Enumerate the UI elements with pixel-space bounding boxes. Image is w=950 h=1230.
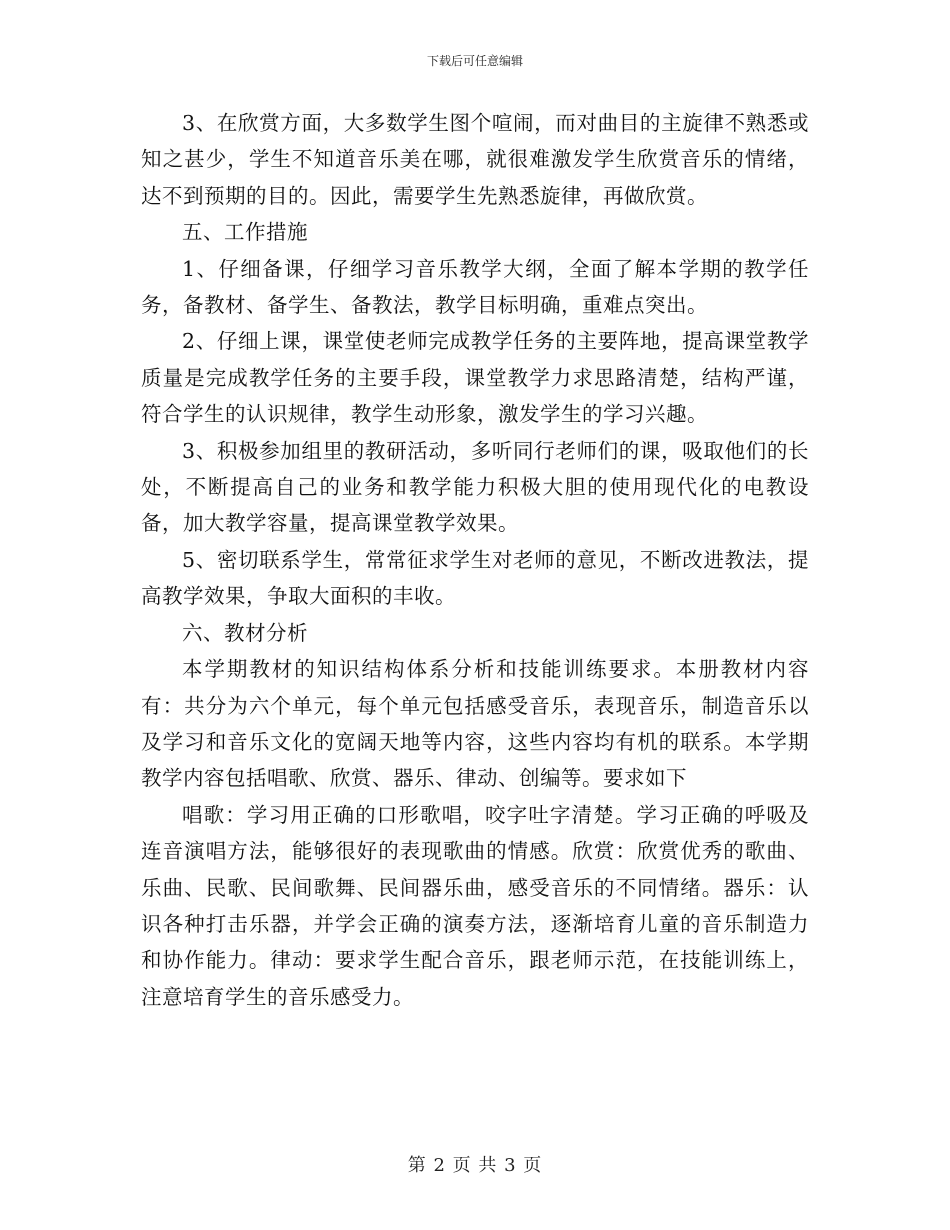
paragraph-measure-1: 1、仔细备课，仔细学习音乐教学大纲，全面了解本学期的教学任务，备教材、备学生、备教法，教学目标明确，重难点突出。	[141, 256, 809, 318]
section-heading-textbook-analysis: 六、教材分析	[182, 620, 308, 645]
paragraph-appreciation-issue: 3、在欣赏方面，大多数学生图个喧闹，而对曲目的主旋律不熟悉或知之甚少，学生不知道音乐美在哪，就很难激发学生欣赏音乐的情绪，达不到预期的目的。因此，需要学生先熟悉旋律，再做欣赏。	[141, 111, 809, 208]
page-header: 下载后可任意编辑	[426, 54, 523, 68]
paragraph-textbook-structure: 本学期教材的知识结构体系分析和技能训练要求。本册教材内容有：共分为六个单元，每个单元包括感受音乐，表现音乐，制造音乐以及学习和音乐文化的宽阔天地等内容，这些内容均有机的联系。本学期教学内容包括唱歌、欣赏、器乐、律动、创编等。要求如下	[141, 657, 809, 791]
paragraph-measure-3: 3、积极参加组里的教研活动，多听同行老师们的课，吸取他们的长处，不断提高自己的业务和教学能力积极大胆的使用现代化的电教设备，加大教学容量，提高课堂教学效果。	[141, 438, 809, 536]
page-number-footer: 第 2 页 共 3 页	[407, 1155, 543, 1176]
paragraph-measure-2: 2、仔细上课，课堂使老师完成教学任务的主要阵地，提高课堂教学质量是完成教学任务的主要手段，课堂教学力求思路清楚，结构严谨，符合学生的认识规律，教学生动形象，激发学生的学习兴趣。	[141, 329, 809, 427]
document-body	[141, 105, 809, 1015]
paragraph-requirements: 唱歌：学习用正确的口形歌唱，咬字吐字清楚。学习正确的呼吸及连音演唱方法，能够很好的表现歌曲的情感。欣赏：欣赏优秀的歌曲、乐曲、民歌、民间歌舞、民间器乐曲，感受音乐的不同情绪。器乐：认识各种打击乐器，并学会正确的演奏方法，逐渐培育儿童的音乐制造力和协作能力。律动：要求学生配合音乐，跟老师示范，在技能训练上，注意培育学生的音乐感受力。	[141, 802, 809, 1009]
paragraph-measure-5: 5、密切联系学生，常常征求学生对老师的意见，不断改进教法，提高教学效果，争取大面积的丰收。	[141, 547, 809, 609]
section-heading-work-measures: 五、工作措施	[182, 220, 308, 245]
